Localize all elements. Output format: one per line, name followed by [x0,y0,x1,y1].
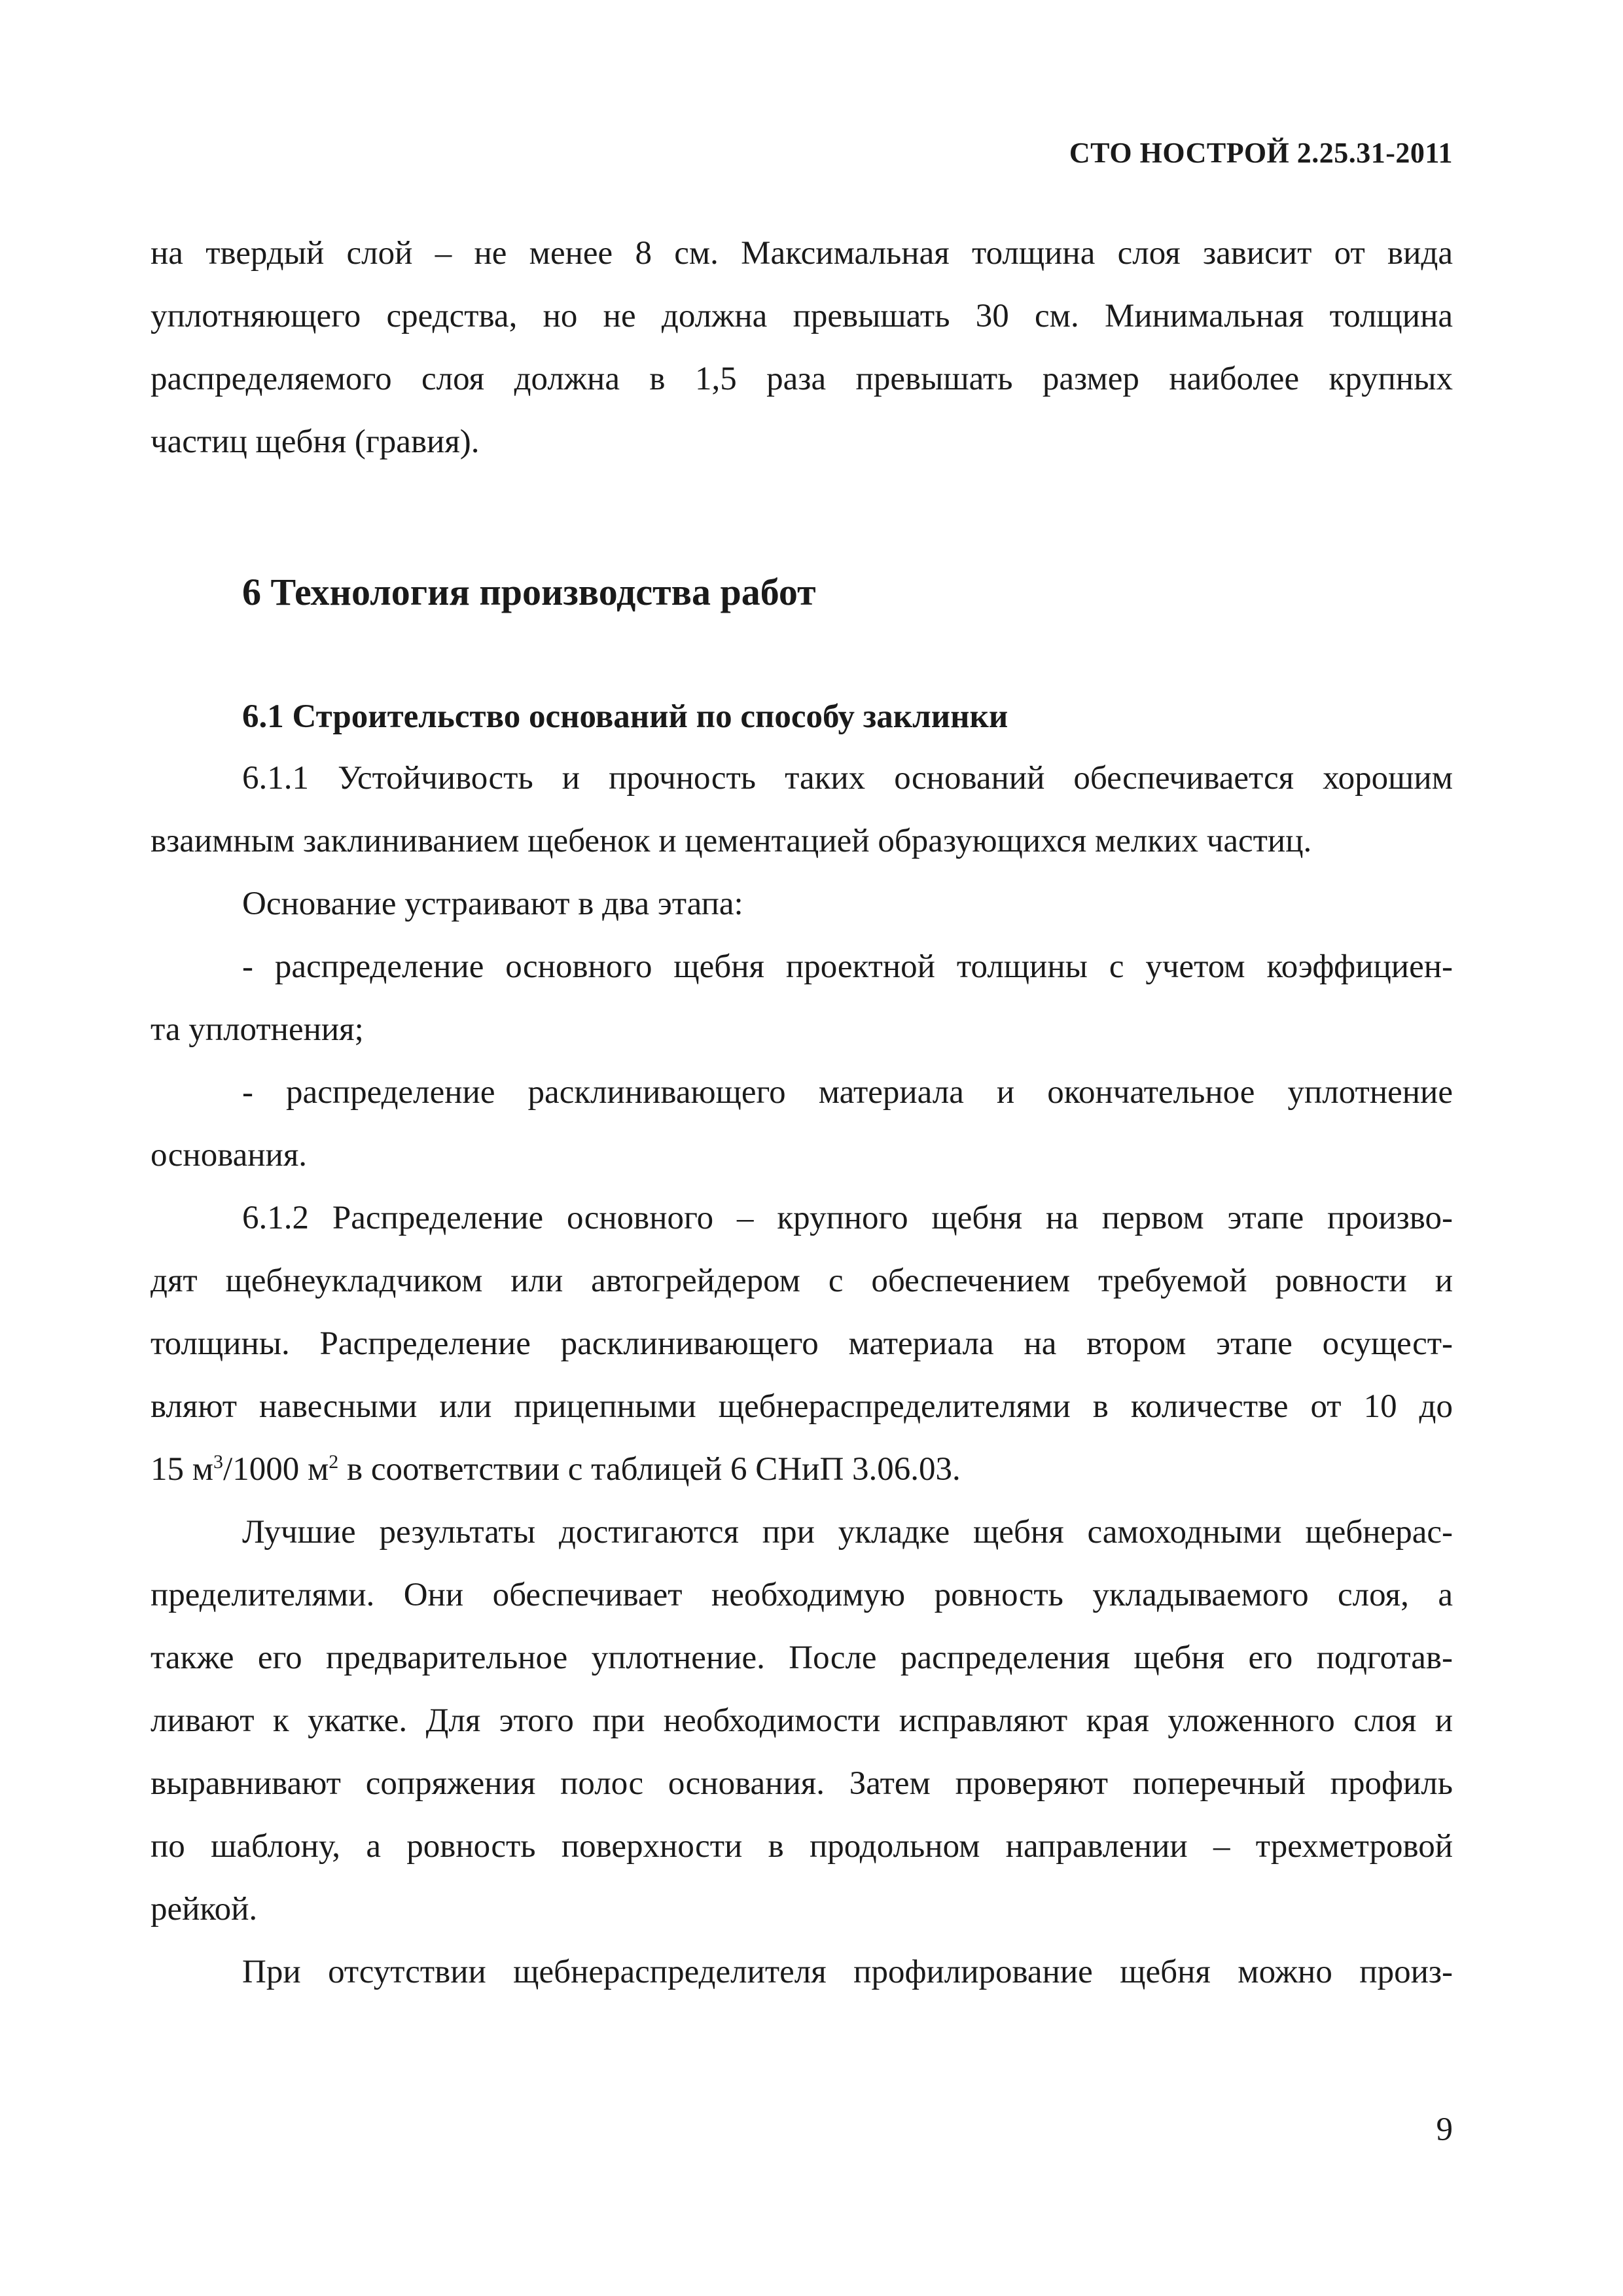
text-line-with-units [151,1437,1453,1501]
text-fragment: 15 м [151,1451,214,1488]
list-item-line: основания. [151,1137,308,1174]
text-line: выравнивают сопряжения полос основания. Затем проверяют поперечный профиль [151,1765,1453,1802]
text-line: частиц щебня (гравия). [151,423,480,460]
text-line: рейкой. [151,1891,258,1928]
text-line: взаимным заклиниванием щебенок и цементацией образующихся мелких частиц. [151,823,1312,859]
text-line: по шаблону, а ровность поверхности в продольном направлении – трехметровой [151,1828,1453,1865]
list-item-line: - распределение расклинивающего материала и окончательное уплотнение [242,1074,1453,1111]
text-line: пределителями. Они обеспечивает необходимую ровность укладываемого слоя, а [151,1577,1453,1613]
text-line: ливают к укатке. Для этого при необходимости исправляют края уложенного слоя и [151,1702,1453,1739]
page-number: 9 [1436,2111,1453,2148]
text-fragment: в соответствии с таблицей 6 СНиП 3.06.03. [338,1451,961,1488]
section-heading: 6 Технология производства работ [242,571,816,613]
text-line: уплотняющего средства, но не должна превышать 30 см. Минимальная толщина [151,298,1453,334]
text-line: При отсутствии щебнераспределителя профилирование щебня можно произ- [242,1954,1453,1990]
document-code-header: СТО НОСТРОЙ 2.25.31-2011 [1069,137,1453,169]
text-line: распределяемого слоя должна в 1,5 раза превышать размер наиболее крупных [151,361,1453,397]
list-item-line: та уплотнения; [151,1011,364,1048]
text-line: на твердый слой – не менее 8 см. Максимальная толщина слоя зависит от вида [151,235,1453,272]
text-line: Лучшие результаты достигаются при укладке щебня самоходными щебнерас- [242,1514,1453,1551]
text-line: дят щебнеукладчиком или автогрейдером с обеспечением требуемой ровности и [151,1263,1453,1299]
text-line: Основание устраивают в два этапа: [242,886,743,922]
list-item-line: - распределение основного щебня проектной толщины с учетом коэффициен- [242,948,1453,985]
document-page [151,0,1453,2296]
subsection-heading: 6.1 Строительство оснований по способу заклинки [242,698,1008,735]
superscript-3: 3 [213,1451,224,1473]
text-line: вляют навесными или прицепными щебнераспределителями в количестве от 10 до [151,1388,1453,1425]
text-fragment: /1000 м [223,1451,329,1488]
text-line: 6.1.2 Распределение основного – крупного щебня на первом этапе произво- [242,1200,1453,1236]
text-line: также его предварительное уплотнение. После распределения щебня его подготав- [151,1640,1453,1676]
text-line: 6.1.1 Устойчивость и прочность таких оснований обеспечивается хорошим [242,760,1453,797]
superscript-2: 2 [329,1451,339,1473]
text-line: толщины. Распределение расклинивающего материала на втором этапе осущест- [151,1325,1453,1362]
